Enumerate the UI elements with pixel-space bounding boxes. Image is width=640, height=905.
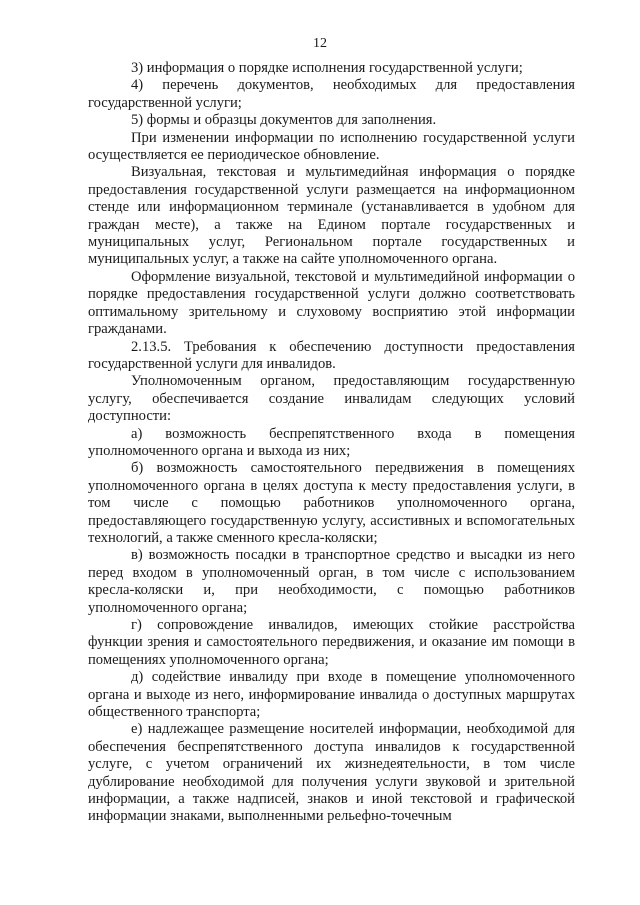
- list-item-a: а) возможность беспрепятственного входа в помещения уполномоченного органа и выхода из них;: [88, 425, 575, 459]
- document-body: [88, 60, 575, 826]
- paragraph-visual-information: Визуальная, текстовая и мультимедийная информация о порядке предоставления государственной услуги размещается на информационном стенде или информационном терминале (устанавливается в удобном для граждан месте), а также на Едином портале государственных и муниципальных услуг, Региональном портале государственных и муниципальных услуг, а также на сайте уполномоченного органа.: [88, 164, 575, 268]
- list-item-v: в) возможность посадки в транспортное средство и высадки из него перед входом в уполномоченный орган, в том числе с использованием кресла-коляски и, при необходимости, с помощью работников уполномоченного органа;: [88, 547, 575, 616]
- list-item-documents-list: 4) перечень документов, необходимых для предоставления государственной услуги;: [88, 77, 575, 111]
- section-heading-accessibility: 2.13.5. Требования к обеспечению доступности предоставления государственной услуги для инвалидов.: [88, 338, 575, 372]
- list-item-g: г) сопровождение инвалидов, имеющих стойкие расстройства функции зрения и самостоятельного передвижения, и оказание им помощи в помещениях уполномоченного органа;: [88, 617, 575, 668]
- paragraph-accessibility-conditions: Уполномоченным органом, предоставляющим государственную услугу, обеспечивается создание инвалидам следующих условий доступности:: [88, 373, 575, 425]
- list-item-forms-samples: 5) формы и образцы документов для заполнения.: [131, 112, 437, 129]
- paragraph-periodic-update: При изменении информации по исполнению государственной услуги осуществляется ее периодическое обновление.: [88, 129, 575, 164]
- list-item-e: е) надлежащее размещение носителей информации, необходимой для обеспечения беспрепятственного доступа инвалидов к государственной услуге, с учетом ограничений их жизнедеятельности, в том числе дублирование необходимой для получения услуги звуковой и зрительной информации, а также надписей, знаков и иной текстовой и графической информации знаками, выполненными рельефно-точечным: [88, 721, 575, 825]
- page-number: 12: [313, 36, 327, 51]
- list-item-information-procedure: 3) информация о порядке исполнения государственной услуги;: [131, 60, 523, 76]
- list-item-d: д) содействие инвалиду при входе в помещение уполномоченного органа и выходе из него, информирование инвалида о доступных маршрутах общественного транспорта;: [88, 669, 575, 721]
- list-item-b: б) возможность самостоятельного передвижения в помещениях уполномоченного органа в целях доступа к месту предоставления услуги, в том числе с помощью работников уполномоченного органа, предоставляющего государственную услугу, ассистивных и вспомогательных технологий, а также сменного кресла-коляски;: [88, 460, 575, 546]
- paragraph-information-design: Оформление визуальной, текстовой и мультимедийной информации о порядке предоставления государственной услуги должно соответствовать оптимальному зрительному и слуховому восприятию этой информации гражданами.: [88, 268, 575, 338]
